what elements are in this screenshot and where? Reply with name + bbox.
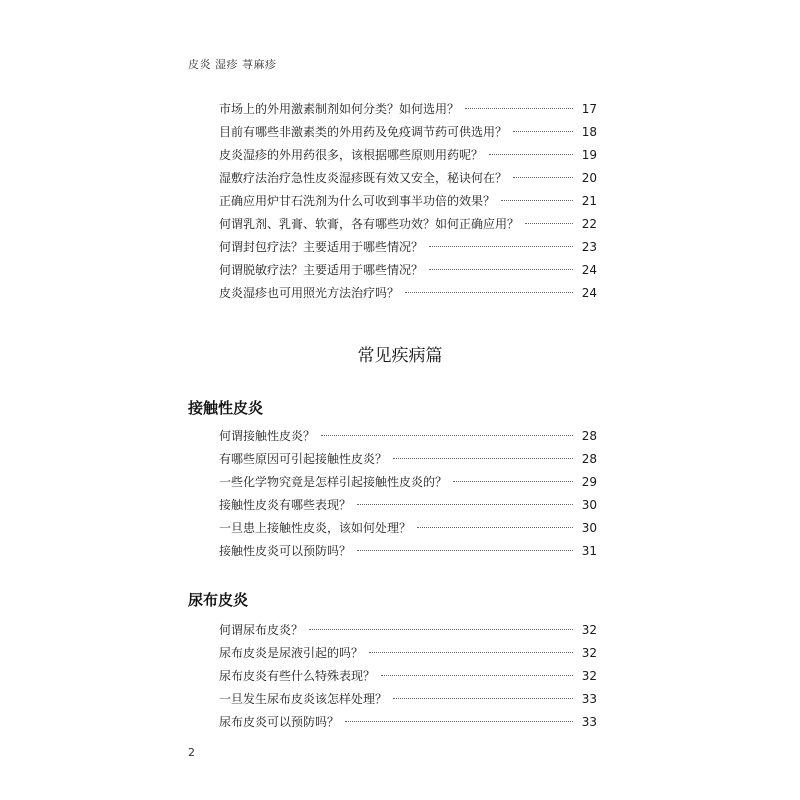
toc-entry-title: 皮炎湿疹也可用照光方法治疗吗？ [219, 286, 400, 300]
toc-entry[interactable] [219, 193, 597, 216]
toc-entry-page: 20 [581, 171, 597, 185]
dot-leader [357, 504, 573, 505]
toc-entry-title: 一旦患上接触性皮炎，该如何处理？ [219, 521, 412, 535]
toc-entry[interactable] [219, 543, 597, 566]
toc-entry-page: 17 [581, 102, 597, 116]
toc-entry-title: 何谓脱敏疗法？主要适用于哪些情况？ [219, 263, 424, 277]
section-heading-contact-dermatitis: 接触性皮炎 [188, 399, 264, 417]
dot-leader [393, 698, 573, 699]
toc-entry[interactable] [219, 714, 597, 737]
toc-entry[interactable] [219, 474, 597, 497]
dot-leader [429, 246, 573, 247]
dot-leader [465, 108, 573, 109]
toc-entry-page: 30 [581, 521, 597, 535]
toc-entry-title: 何谓乳剂、乳膏、软膏，各有哪些功效？如何正确应用？ [219, 217, 520, 231]
toc-entry-page: 21 [581, 194, 597, 208]
toc-entry-page: 32 [581, 646, 597, 660]
toc-entry-page: 22 [581, 217, 597, 231]
toc-entry[interactable] [219, 124, 597, 147]
toc-entry[interactable] [219, 216, 597, 239]
dot-leader [417, 527, 573, 528]
dot-leader [309, 629, 573, 630]
toc-entry-title: 尿布皮炎是尿液引起的吗？ [219, 646, 364, 660]
toc-entry[interactable] [219, 451, 597, 474]
dot-leader [405, 292, 573, 293]
toc-entry[interactable] [219, 285, 597, 308]
toc-entry-page: 33 [581, 715, 597, 729]
toc-entry-page: 28 [581, 452, 597, 466]
dot-leader [489, 154, 573, 155]
toc-entry[interactable] [219, 428, 597, 451]
dot-leader [345, 721, 573, 722]
running-head: 皮炎 湿疹 荨麻疹 [188, 58, 277, 71]
toc-entry-title: 尿布皮炎有些什么特殊表现？ [219, 669, 376, 683]
toc-entry[interactable] [219, 170, 597, 193]
toc-entry-page: 18 [581, 125, 597, 139]
toc-entry-title: 正确应用炉甘石洗剂为什么可收到事半功倍的效果？ [219, 194, 496, 208]
toc-entry-page: 23 [581, 240, 597, 254]
dot-leader [393, 458, 573, 459]
part-title: 常见疾病篇 [357, 346, 443, 366]
page-number: 2 [188, 746, 195, 759]
toc-entry-title: 皮炎湿疹的外用药很多，该根据哪些原则用药呢？ [219, 148, 484, 162]
dot-leader [513, 177, 573, 178]
dot-leader [453, 481, 573, 482]
dot-leader [369, 652, 573, 653]
toc-entry-title: 接触性皮炎可以预防吗？ [219, 544, 352, 558]
dot-leader [525, 223, 573, 224]
toc-entry[interactable] [219, 101, 597, 124]
toc-entry[interactable] [219, 520, 597, 543]
toc-entry-page: 24 [581, 286, 597, 300]
toc-entry[interactable] [219, 147, 597, 170]
toc-entry[interactable] [219, 239, 597, 262]
dot-leader [321, 435, 573, 436]
dot-leader [381, 675, 573, 676]
toc-entry-page: 24 [581, 263, 597, 277]
toc-entry-page: 33 [581, 692, 597, 706]
toc-entry-page: 29 [581, 475, 597, 489]
toc-entry-page: 30 [581, 498, 597, 512]
toc-entry-title: 一旦发生尿布皮炎该怎样处理？ [219, 692, 388, 706]
toc-entry-page: 32 [581, 669, 597, 683]
toc-entry-page: 19 [581, 148, 597, 162]
toc-entry-page: 28 [581, 429, 597, 443]
toc-entry-title: 有哪些原因可引起接触性皮炎？ [219, 452, 388, 466]
toc-entry-page: 32 [581, 623, 597, 637]
toc-entry[interactable] [219, 668, 597, 691]
toc-entry-title: 接触性皮炎有哪些表现？ [219, 498, 352, 512]
dot-leader [357, 550, 573, 551]
toc-entry[interactable] [219, 645, 597, 668]
toc-list-contact-dermatitis [219, 428, 597, 566]
toc-list-top [219, 101, 597, 308]
dot-leader [501, 200, 573, 201]
toc-entry[interactable] [219, 691, 597, 714]
toc-entry-title: 目前有哪些非激素类的外用药及免疫调节药可供选用？ [219, 125, 508, 139]
toc-entry[interactable] [219, 262, 597, 285]
toc-entry[interactable] [219, 622, 597, 645]
toc-entry-title: 何谓尿布皮炎？ [219, 623, 304, 637]
toc-entry-title: 尿布皮炎可以预防吗？ [219, 715, 340, 729]
section-heading-diaper-dermatitis: 尿布皮炎 [188, 591, 249, 609]
dot-leader [513, 131, 573, 132]
toc-list-diaper-dermatitis [219, 622, 597, 737]
toc-entry-title: 何谓接触性皮炎？ [219, 429, 316, 443]
toc-entry[interactable] [219, 497, 597, 520]
toc-entry-page: 31 [581, 544, 597, 558]
toc-entry-title: 市场上的外用激素制剂如何分类？如何选用？ [219, 102, 460, 116]
dot-leader [429, 269, 573, 270]
toc-entry-title: 湿敷疗法治疗急性皮炎湿疹既有效又安全，秘诀何在？ [219, 171, 508, 185]
toc-entry-title: 一些化学物究竟是怎样引起接触性皮炎的？ [219, 475, 448, 489]
toc-entry-title: 何谓封包疗法？主要适用于哪些情况？ [219, 240, 424, 254]
